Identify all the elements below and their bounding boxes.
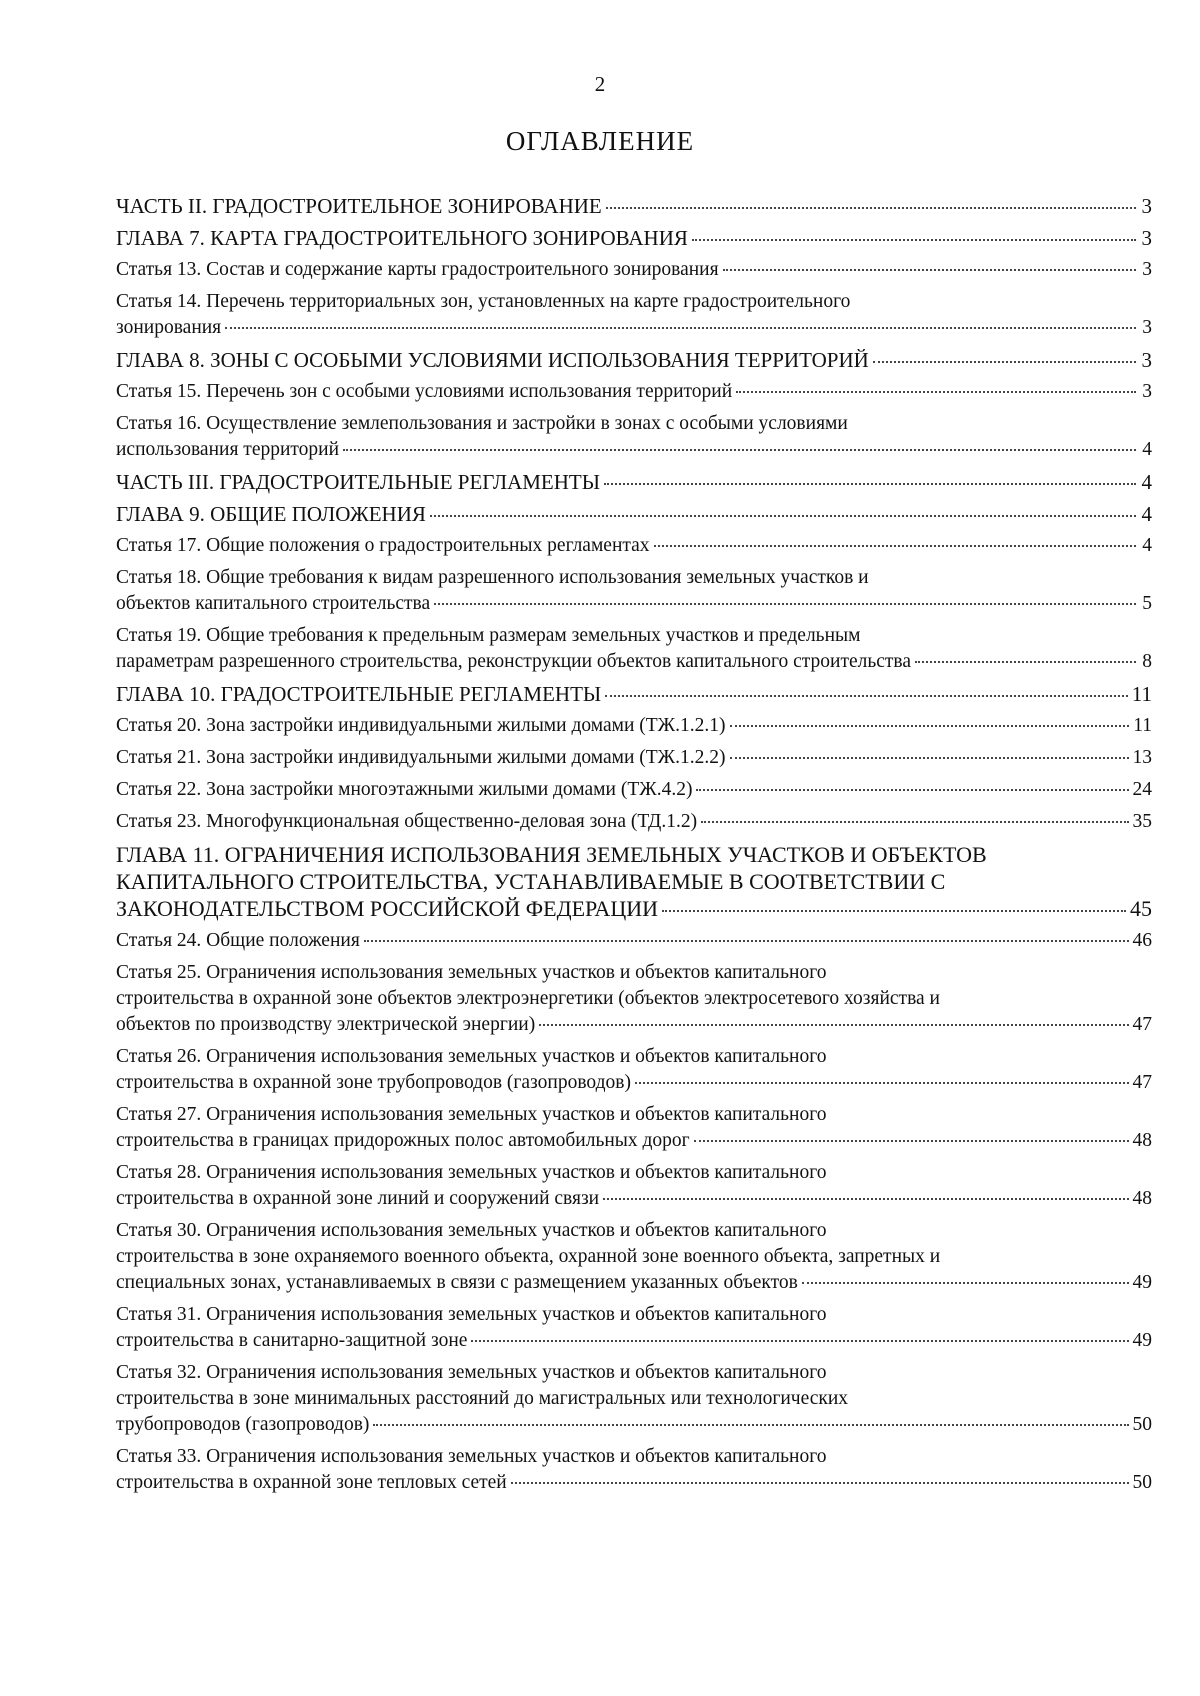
toc-entry-line: ГЛАВА 7. КАРТА ГРАДОСТРОИТЕЛЬНОГО ЗОНИРОВАНИЯ: [116, 226, 688, 250]
toc-entry-line: ГЛАВА 8. ЗОНЫ С ОСОБЫМИ УСЛОВИЯМИ ИСПОЛЬЗОВАНИЯ ТЕРРИТОРИЙ: [116, 348, 869, 372]
dot-leader: [802, 1282, 1129, 1284]
toc-entry-line: Статья 32. Ограничения использования земельных участков и объектов капитального: [116, 1362, 827, 1383]
toc-entry-page: 3: [1141, 348, 1152, 372]
toc-entry-line: Статья 15. Перечень зон с особыми условиями использования территорий: [116, 381, 733, 402]
toc-entry-page: 3: [1141, 194, 1152, 218]
dot-leader: [723, 269, 1136, 271]
toc-entry-line: Статья 17. Общие положения о градостроительных регламентах: [116, 535, 650, 556]
toc-entry-line: ЗАКОНОДАТЕЛЬСТВОМ РОССИЙСКОЙ ФЕДЕРАЦИИ: [116, 896, 658, 921]
dot-leader: [915, 661, 1136, 663]
toc-entry-line: Статья 24. Общие положения: [116, 930, 360, 951]
toc-entry-line: объектов капитального строительства: [116, 593, 431, 614]
toc-entry-line: параметрам разрешенного строительства, реконструкции объектов капитального строительства: [116, 651, 912, 672]
toc-entry-line: Статья 18. Общие требования к видам разрешенного использования земельных участков и: [116, 567, 869, 588]
toc-entry-line: Статья 21. Зона застройки индивидуальными жилыми домами (ТЖ.1.2.2): [116, 747, 726, 768]
toc-entry[interactable]: [116, 1044, 1152, 1096]
toc-entry-line: объектов по производству электрической энергии): [116, 1014, 536, 1035]
dot-leader: [654, 545, 1136, 547]
toc-entry-line: трубопроводов (газопроводов): [116, 1414, 370, 1435]
dot-leader: [873, 361, 1136, 363]
dot-leader: [364, 940, 1129, 942]
toc-entry-line: Статья 25. Ограничения использования земельных участков и объектов капитального: [116, 962, 827, 983]
toc-entry-line: КАПИТАЛЬНОГО СТРОИТЕЛЬСТВА, УСТАНАВЛИВАЕМЫЕ В СООТВЕТСТВИИ С: [116, 869, 946, 894]
toc-entry-line: Статья 22. Зона застройки многоэтажными жилыми домами (ТЖ.4.2): [116, 779, 693, 800]
toc-entry-line: строительства в охранной зоне тепловых сетей: [116, 1472, 507, 1493]
toc-entry-line: ЧАСТЬ II. ГРАДОСТРОИТЕЛЬНОЕ ЗОНИРОВАНИЕ: [116, 194, 602, 218]
toc-entry-page: 49: [1132, 1330, 1152, 1351]
toc-entry[interactable]: [116, 681, 1152, 707]
toc-entry-page: 3: [1142, 259, 1152, 280]
toc-entry-page: 24: [1132, 779, 1152, 800]
toc-entry-page: 11: [1131, 682, 1152, 706]
toc-entry-line: Статья 30. Ограничения использования земельных участков и объектов капитального: [116, 1220, 827, 1241]
toc-entry-page: 4: [1142, 535, 1152, 556]
toc-entry[interactable]: [116, 225, 1152, 251]
toc-entry-line: ЧАСТЬ III. ГРАДОСТРОИТЕЛЬНЫЕ РЕГЛАМЕНТЫ: [116, 470, 601, 494]
toc-entry[interactable]: [116, 745, 1152, 771]
toc-entry-line: строительства в охранной зоне линий и сооружений связи: [116, 1188, 600, 1209]
toc-entry-line: ГЛАВА 10. ГРАДОСТРОИТЕЛЬНЫЕ РЕГЛАМЕНТЫ: [116, 682, 602, 706]
toc-entry-line: строительства в охранной зоне трубопроводов (газопроводов): [116, 1072, 631, 1093]
toc-entry[interactable]: [116, 960, 1152, 1038]
toc-entry[interactable]: [116, 1444, 1152, 1496]
dot-leader: [603, 1198, 1128, 1200]
toc-entry[interactable]: [116, 1218, 1152, 1296]
toc-title: ОГЛАВЛЕНИЕ: [505, 126, 695, 156]
toc-entry-page: 45: [1130, 896, 1152, 921]
toc-entry-line: Статья 33. Ограничения использования земельных участков и объектов капитального: [116, 1446, 827, 1467]
toc-entry[interactable]: [116, 1360, 1152, 1438]
toc-entry-line: Статья 14. Перечень территориальных зон, установленных на карте градостроительного: [116, 291, 851, 312]
dot-leader: [471, 1340, 1128, 1342]
toc-entry[interactable]: [116, 841, 1152, 922]
toc-entry[interactable]: [116, 1102, 1152, 1154]
toc-entry-line: Статья 13. Состав и содержание карты градостроительного зонирования: [116, 259, 719, 280]
dot-leader: [604, 483, 1136, 485]
toc-entry[interactable]: [116, 809, 1152, 835]
toc-entry-line: Статья 31. Ограничения использования земельных участков и объектов капитального: [116, 1304, 827, 1325]
toc-entry-page: 50: [1132, 1414, 1152, 1435]
dot-leader: [730, 725, 1130, 727]
dot-leader: [605, 695, 1128, 697]
toc-entry-line: строительства в зоне охраняемого военного объекта, охранной зоне военного объекта, запретных и: [116, 1246, 941, 1267]
dot-leader: [434, 603, 1136, 605]
toc-entry-line: Статья 28. Ограничения использования земельных участков и объектов капитального: [116, 1162, 827, 1183]
toc-entry[interactable]: [116, 257, 1152, 283]
toc-entry-page: 4: [1141, 470, 1152, 494]
toc-entry-line: Статья 16. Осуществление землепользования и застройки в зонах с особыми условиями: [116, 413, 848, 434]
toc-entry-page: 47: [1132, 1014, 1152, 1035]
table-of-contents: [116, 193, 1152, 1502]
dot-leader: [694, 1140, 1129, 1142]
toc-entry[interactable]: [116, 1160, 1152, 1212]
dot-leader: [696, 789, 1128, 791]
toc-entry-page: 48: [1132, 1130, 1152, 1151]
toc-entry[interactable]: [116, 289, 1152, 341]
toc-entry-line: строительства в зоне минимальных расстояний до магистральных или технологических: [116, 1388, 849, 1409]
toc-entry[interactable]: [116, 777, 1152, 803]
dot-leader: [701, 821, 1128, 823]
toc-entry-line: Статья 20. Зона застройки индивидуальными жилыми домами (ТЖ.1.2.1): [116, 715, 726, 736]
toc-entry-line: специальных зонах, устанавливаемых в связи с размещением указанных объектов: [116, 1272, 798, 1293]
toc-entry[interactable]: [116, 1302, 1152, 1354]
toc-entry[interactable]: [116, 469, 1152, 495]
dot-leader: [730, 757, 1129, 759]
toc-entry[interactable]: [116, 501, 1152, 527]
toc-entry-page: 48: [1132, 1188, 1152, 1209]
toc-entry-page: 50: [1132, 1472, 1152, 1493]
dot-leader: [692, 239, 1136, 241]
toc-entry-page: 3: [1141, 226, 1152, 250]
dot-leader: [736, 391, 1136, 393]
toc-entry-page: 49: [1132, 1272, 1152, 1293]
toc-entry-line: Статья 19. Общие требования к предельным размерам земельных участков и предельным: [116, 625, 861, 646]
toc-entry[interactable]: [116, 411, 1152, 463]
toc-entry-page: 4: [1141, 502, 1152, 526]
toc-entry-line: использования территорий: [116, 439, 340, 460]
toc-entry-line: зонирования: [116, 317, 222, 338]
dot-leader: [635, 1082, 1129, 1084]
toc-entry-line: строительства в границах придорожных полос автомобильных дорог: [116, 1130, 690, 1151]
toc-entry[interactable]: [116, 379, 1152, 405]
toc-entry[interactable]: [116, 347, 1152, 373]
dot-leader: [511, 1482, 1129, 1484]
dot-leader: [662, 910, 1126, 912]
page-number: 2: [594, 72, 606, 96]
toc-entry[interactable]: [116, 193, 1152, 219]
toc-entry[interactable]: [116, 623, 1152, 675]
dot-leader: [225, 327, 1136, 329]
toc-entry-line: строительства в охранной зоне объектов электроэнергетики (объектов электросетевого хозяйства и: [116, 988, 940, 1009]
toc-entry[interactable]: [116, 565, 1152, 617]
toc-entry-page: 47: [1132, 1072, 1152, 1093]
toc-entry[interactable]: [116, 928, 1152, 954]
dot-leader: [430, 515, 1136, 517]
dot-leader: [373, 1424, 1128, 1426]
toc-entry-line: Статья 27. Ограничения использования земельных участков и объектов капитального: [116, 1104, 827, 1125]
dot-leader: [343, 449, 1136, 451]
toc-entry-line: ГЛАВА 11. ОГРАНИЧЕНИЯ ИСПОЛЬЗОВАНИЯ ЗЕМЕЛЬНЫХ УЧАСТКОВ И ОБЪЕКТОВ: [116, 842, 987, 867]
toc-entry-page: 35: [1132, 811, 1152, 832]
toc-entry-page: 4: [1142, 439, 1152, 460]
dot-leader: [539, 1024, 1128, 1026]
toc-entry-line: строительства в санитарно-защитной зоне: [116, 1330, 468, 1351]
toc-entry-page: 13: [1132, 747, 1152, 768]
toc-entry[interactable]: [116, 533, 1152, 559]
toc-entry-page: 5: [1142, 593, 1152, 614]
toc-entry-page: 3: [1142, 381, 1152, 402]
toc-entry-line: ГЛАВА 9. ОБЩИЕ ПОЛОЖЕНИЯ: [116, 502, 426, 526]
toc-entry-line: Статья 23. Многофункциональная общественно-деловая зона (ТД.1.2): [116, 811, 698, 832]
toc-entry-page: 8: [1142, 651, 1152, 672]
dot-leader: [606, 207, 1136, 209]
toc-entry-page: 11: [1133, 715, 1152, 736]
toc-entry-page: 46: [1132, 930, 1152, 951]
toc-entry-page: 3: [1142, 317, 1152, 338]
toc-entry[interactable]: [116, 713, 1152, 739]
toc-entry-line: Статья 26. Ограничения использования земельных участков и объектов капитального: [116, 1046, 827, 1067]
